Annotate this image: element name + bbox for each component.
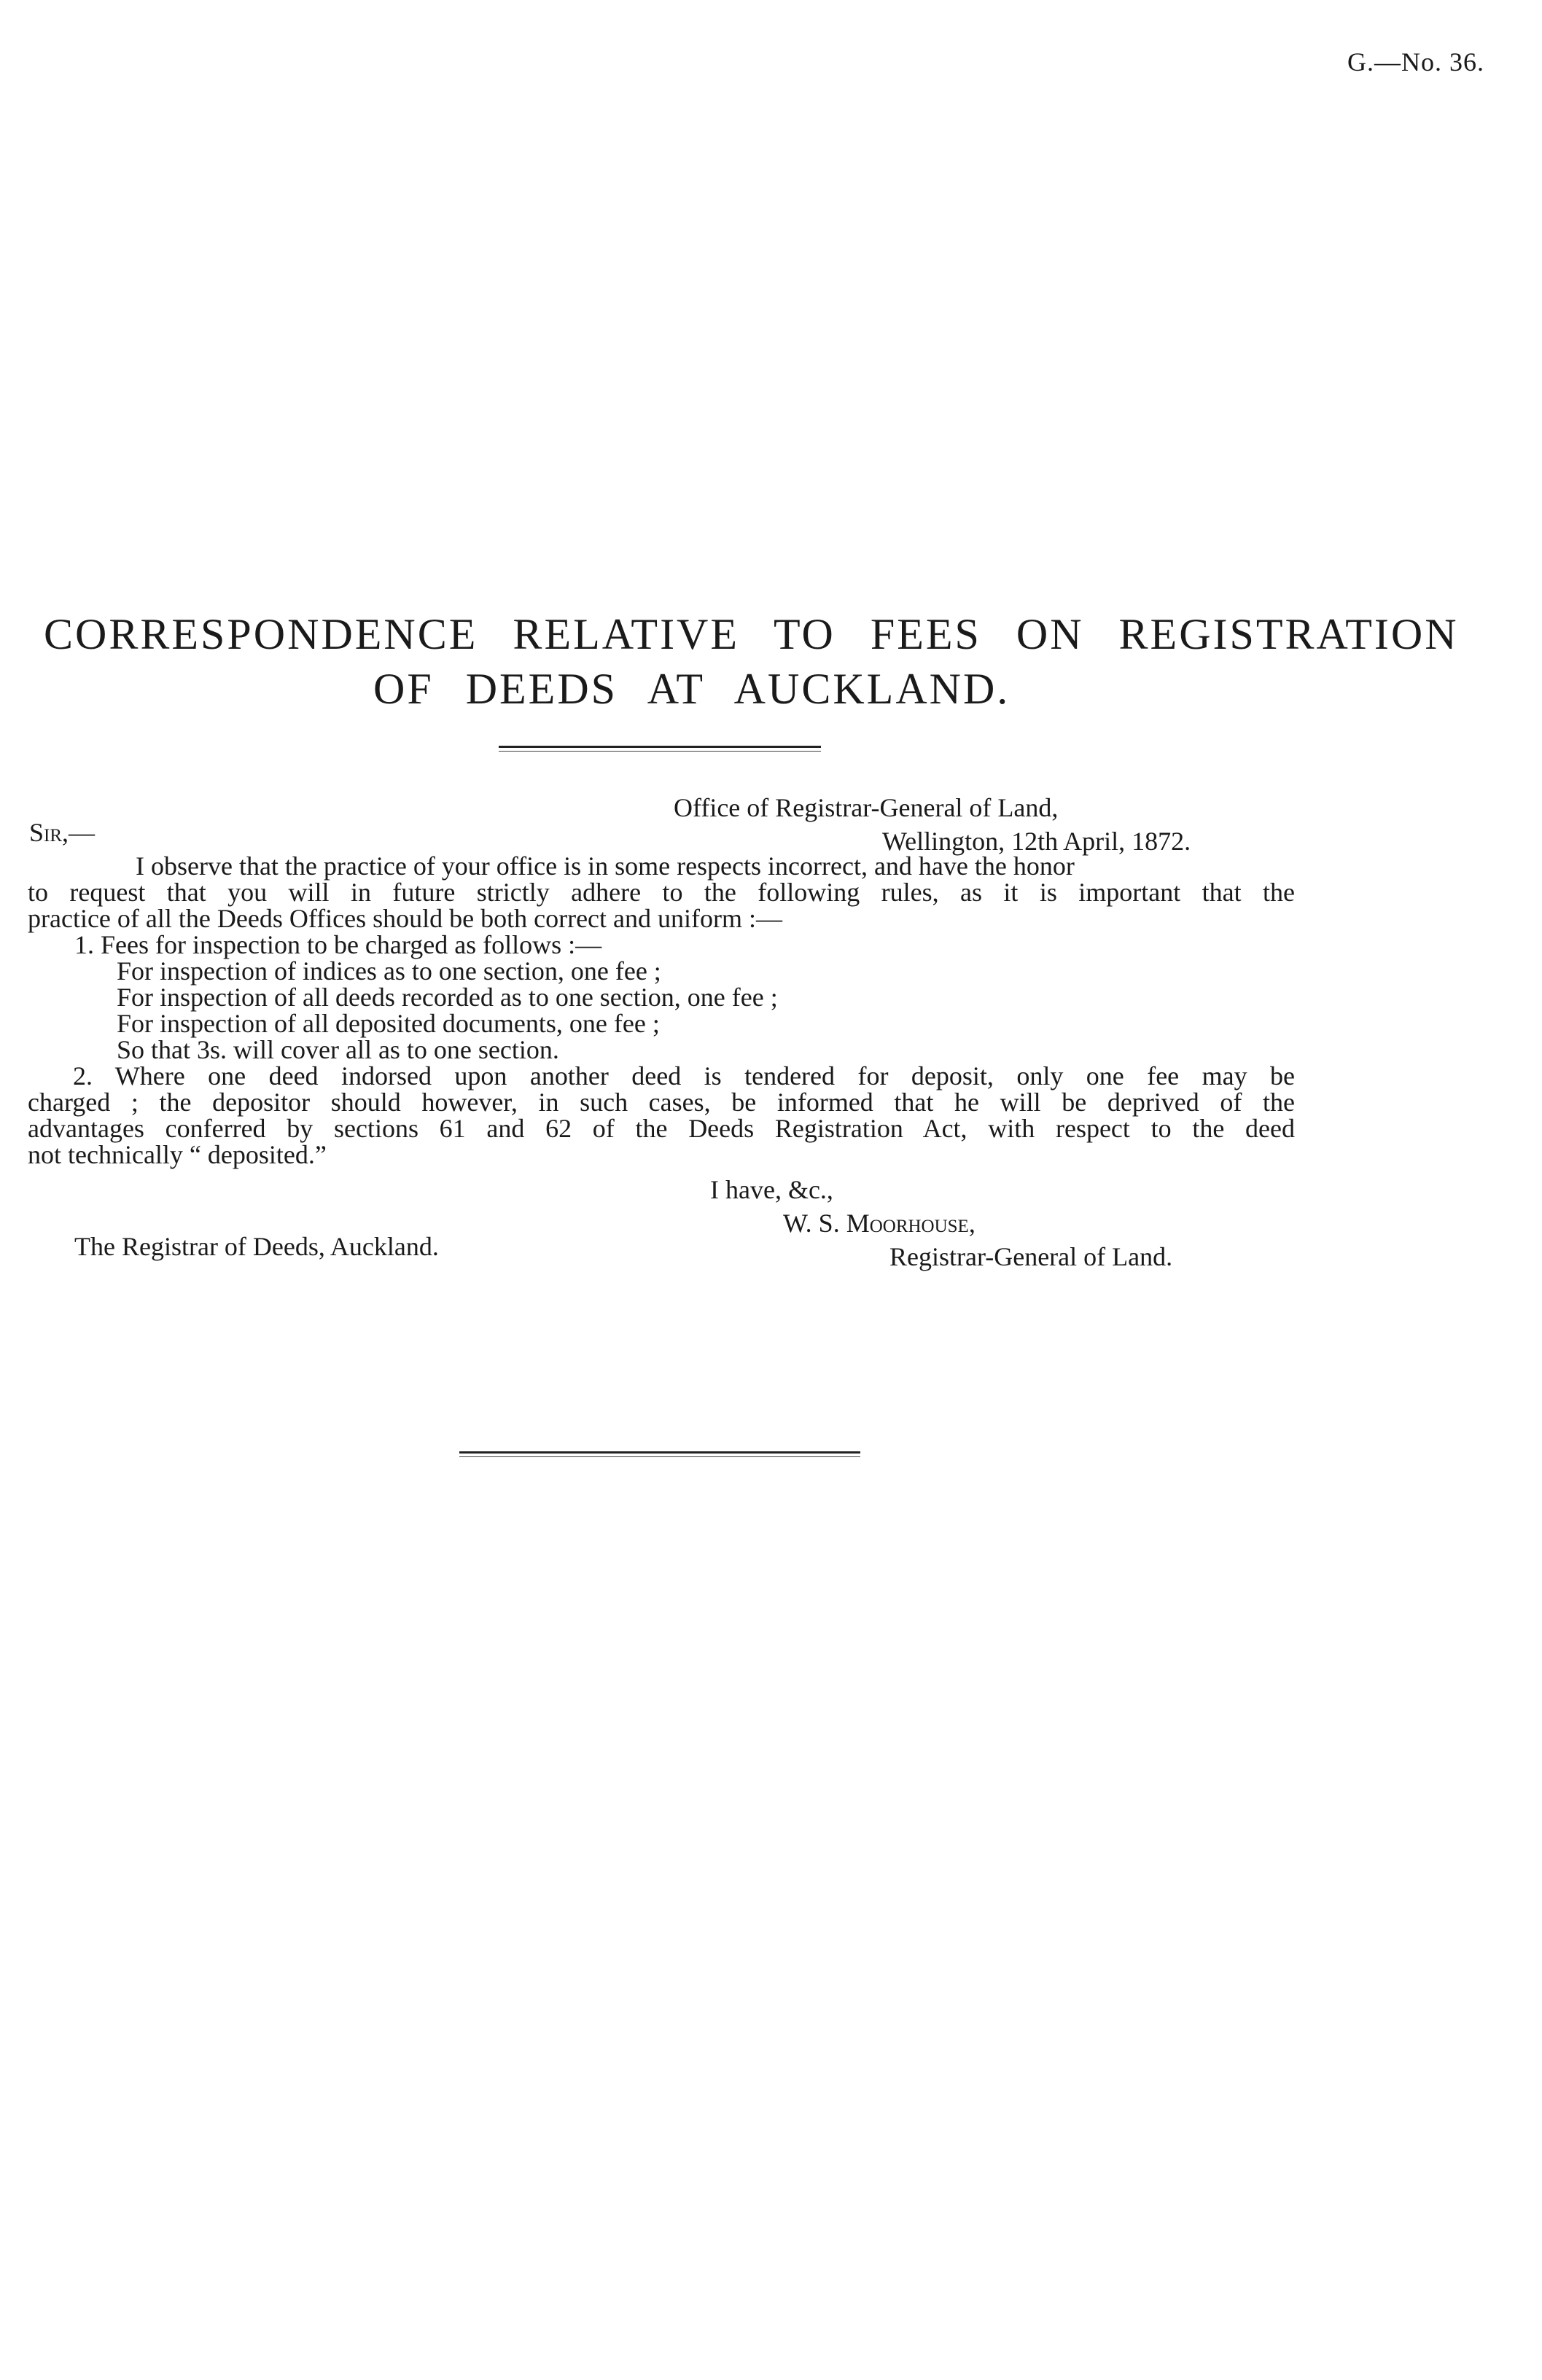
rule-2-line-4: not technically “ deposited.” bbox=[28, 1140, 327, 1169]
signatory-title: Registrar-General of Land. bbox=[889, 1242, 1173, 1271]
salutation: Sir,— bbox=[29, 818, 96, 847]
title-divider bbox=[499, 746, 821, 752]
rule-1-item: For inspection of all deposited documents, one fee ; bbox=[117, 1009, 660, 1038]
rule-1-item: For inspection of indices as to one section, one fee ; bbox=[117, 956, 661, 986]
addressee: The Registrar of Deeds, Auckland. bbox=[74, 1232, 439, 1261]
document-title-line-2: OF DEEDS AT AUCKLAND. bbox=[373, 665, 1011, 713]
sender-office: Office of Registrar-General of Land, bbox=[674, 793, 1059, 822]
rule-2-line-2: charged ; the depositor should however, in such cases, be informed that he will be deprived of the bbox=[28, 1088, 1295, 1117]
rule-2-line-1: 2. Where one deed indorsed upon another deed is tendered for deposit, only one fee may be bbox=[73, 1061, 1295, 1090]
place-date: Wellington, 12th April, 1872. bbox=[882, 827, 1191, 856]
document-title-line-1: CORRESPONDENCE RELATIVE TO FEES ON REGISTRATION bbox=[44, 610, 1459, 658]
signatory-name: W. S. Moorhouse, bbox=[783, 1209, 976, 1238]
intro-line-3: practice of all the Deeds Offices should be both correct and uniform :— bbox=[28, 904, 782, 933]
rule-2-line-3: advantages conferred by sections 61 and 62 of the Deeds Registration Act, with respect to the deed bbox=[28, 1114, 1295, 1143]
rule-1-item: So that 3s. will cover all as to one section. bbox=[117, 1035, 559, 1064]
intro-line-1: I observe that the practice of your office is in some respects incorrect, and have the honor bbox=[136, 851, 1075, 881]
closing-divider bbox=[459, 1451, 860, 1457]
rule-1-item: For inspection of all deeds recorded as to one section, one fee ; bbox=[117, 983, 778, 1012]
page-reference: G.—No. 36. bbox=[1347, 47, 1484, 77]
rule-1-heading: 1. Fees for inspection to be charged as follows :— bbox=[74, 930, 602, 959]
intro-line-2: to request that you will in future strictly adhere to the following rules, as it is important that the bbox=[28, 878, 1295, 907]
closing: I have, &c., bbox=[710, 1175, 833, 1204]
